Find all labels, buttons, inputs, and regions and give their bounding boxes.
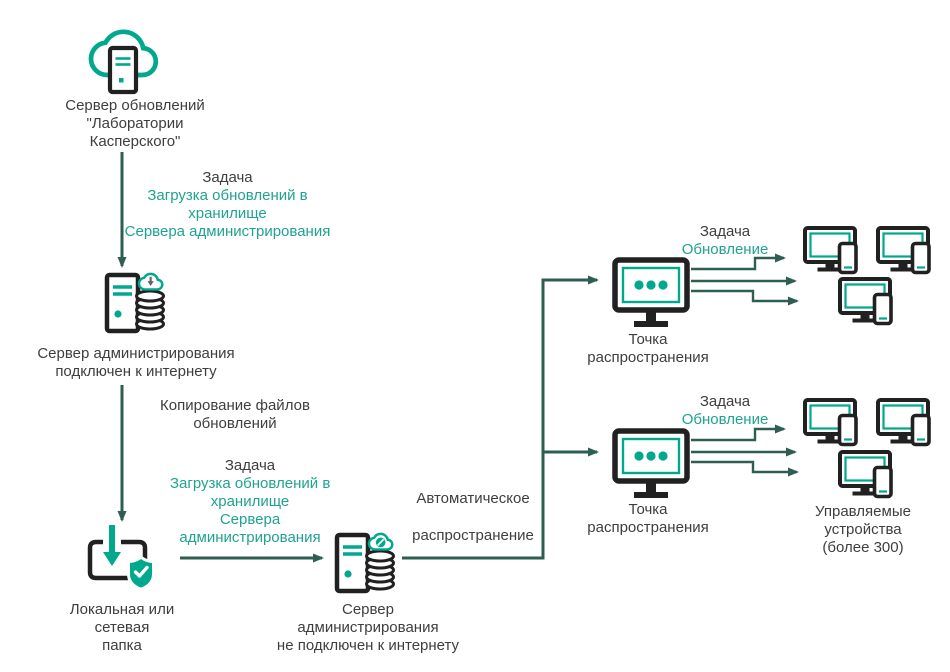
task-line: хранилище bbox=[210, 493, 290, 510]
cloud-blocked-icon bbox=[369, 534, 392, 550]
label-line: устройства bbox=[824, 521, 902, 538]
distribution-point-1-label bbox=[568, 331, 728, 367]
label-line: администрирования bbox=[297, 619, 439, 636]
distribution-point-monitor-icon bbox=[612, 428, 694, 502]
task-line: Обновление bbox=[681, 411, 769, 428]
label-line: Автоматическое bbox=[416, 490, 530, 507]
label-line: подключен к интернету bbox=[55, 363, 217, 380]
monitor-phone-icon bbox=[876, 398, 938, 450]
arrow-dp2-to-device-3 bbox=[691, 462, 797, 472]
arrow-dp1-to-device-3 bbox=[691, 291, 797, 301]
auto-distribution-label bbox=[390, 490, 556, 545]
arrow-dp2-to-device-1 bbox=[691, 429, 784, 440]
label-line: распространения bbox=[587, 519, 709, 536]
task-line: администрирования bbox=[179, 529, 321, 546]
cloud-server-icon bbox=[83, 18, 188, 103]
admin-server-offline-label bbox=[255, 601, 481, 655]
folder-download-shield-icon bbox=[83, 523, 183, 603]
monitor-phone-icon bbox=[838, 277, 900, 329]
label-line: Сервер bbox=[341, 601, 394, 618]
task-title: Задача bbox=[699, 393, 751, 410]
label-line: распространение bbox=[412, 527, 534, 544]
monitor-phone-icon bbox=[876, 226, 938, 278]
task-title: Задача bbox=[224, 457, 276, 474]
label-line: (более 300) bbox=[822, 539, 904, 556]
cloud-download-icon bbox=[139, 274, 162, 290]
distribution-point-2-label bbox=[568, 501, 728, 537]
task-line: Обновление bbox=[681, 241, 769, 258]
label-line: обновлений bbox=[193, 415, 277, 432]
task-line: Загрузка обновлений в bbox=[170, 475, 331, 492]
task-title: Задача bbox=[699, 223, 751, 240]
task-update-2-label bbox=[665, 393, 785, 429]
label-line: Касперского" bbox=[89, 133, 181, 150]
local-folder-label bbox=[52, 601, 192, 655]
admin-server-database-cloud-download-icon bbox=[96, 264, 188, 338]
task-download-1-label bbox=[105, 169, 350, 241]
label-line: сетевая bbox=[94, 619, 150, 636]
task-title: Задача bbox=[202, 169, 253, 186]
label-line: не подключен к интернету bbox=[276, 637, 460, 654]
label-line: Управляемые bbox=[815, 503, 911, 520]
label-line: Сервер администрирования bbox=[37, 345, 235, 362]
label-line: Точка bbox=[628, 331, 668, 348]
task-line: Сервера администрирования bbox=[124, 223, 331, 240]
label-line: Копирование файлов bbox=[160, 397, 310, 414]
managed-devices-label bbox=[793, 503, 933, 557]
admin-server-online-label bbox=[18, 345, 254, 381]
copy-files-label bbox=[135, 397, 335, 433]
task-line: Сервера bbox=[219, 511, 281, 528]
monitor-phone-icon bbox=[803, 226, 865, 278]
kl-update-server-label bbox=[25, 97, 245, 151]
task-line: Загрузка обновлений в bbox=[147, 187, 308, 204]
monitor-phone-icon bbox=[803, 398, 865, 450]
label-line: "Лаборатории bbox=[86, 115, 184, 132]
label-line: распространения bbox=[587, 349, 709, 366]
label-line: Точка bbox=[628, 501, 668, 518]
task-line: хранилище bbox=[188, 205, 267, 222]
task-update-1-label bbox=[665, 223, 785, 259]
label-line: Локальная или bbox=[69, 601, 175, 618]
monitor-phone-icon bbox=[838, 450, 900, 502]
arrow-dp1-to-device-1 bbox=[691, 258, 784, 269]
label-line: Сервер обновлений bbox=[65, 97, 205, 114]
distribution-point-monitor-icon bbox=[612, 257, 694, 331]
task-download-2-label bbox=[170, 457, 330, 547]
label-line: папка bbox=[102, 637, 142, 654]
